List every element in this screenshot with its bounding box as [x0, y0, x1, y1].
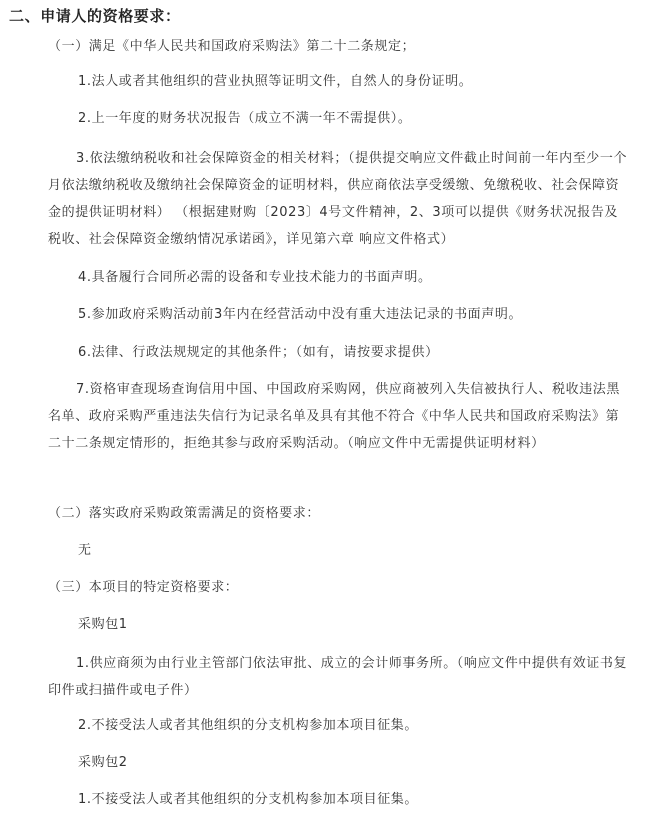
paragraph-package-1-item-1: 1.供应商须为由行业主管部门依法审批、成立的会计师事务所。（响应文件中提供有效证书复印件或扫描件或电子件） [48, 656, 628, 698]
paragraph-requirement-2: （二）落实政府采购政策需满足的资格要求： [48, 506, 321, 521]
paragraph-requirement-3: （三）本项目的特定资格要求： [48, 580, 239, 595]
paragraph-item-4: 4.具备履行合同所必需的设备和专业技术能力的书面声明。 [78, 270, 432, 285]
section-title: 二、申请人的资格要求： [9, 7, 181, 25]
paragraph-none: 无 [78, 543, 92, 558]
paragraph-item-2: 2.上一年度的财务状况报告（成立不满一年不需提供）。 [78, 111, 412, 126]
paragraph-item-5: 5.参加政府采购活动前3年内在经营活动中没有重大违法记录的书面声明。 [78, 307, 523, 322]
paragraph-requirement-1: （一）满足《中华人民共和国政府采购法》第二十二条规定； [48, 39, 416, 54]
paragraph-package-1: 采购包1 [78, 617, 128, 632]
paragraph-package-2-item-1: 1.不接受法人或者其他组织的分支机构参加本项目征集。 [78, 792, 419, 807]
paragraph-item-3: 3.依法缴纳税收和社会保障资金的相关材料；（提供提交响应文件截止时间前一年内至少一个月依法缴纳税收及缴纳社会保障资金的证明材料，供应商依法享受缓缴、免缴税收、社会保障资金的提供证明材料） （根据建财购〔2023〕4号文件精神，2、3项可以提供《财务状况报告及税收、社会保障资金缴纳情况承诺函》，详见第六章 响应文件格式） [48, 151, 628, 247]
paragraph-package-2: 采购包2 [78, 755, 128, 770]
paragraph-item-1: 1.法人或者其他组织的营业执照等证明文件，自然人的身份证明。 [78, 74, 473, 89]
paragraph-item-6: 6.法律、行政法规规定的其他条件；（如有，请按要求提供） [78, 345, 439, 360]
paragraph-item-7: 7.资格审查现场查询信用中国、中国政府采购网，供应商被列入失信被执行人、税收违法黑名单、政府采购严重违法失信行为记录名单及具有其他不符合《中华人民共和国政府采购法》第二十二条规定情形的，拒绝其参与政府采购活动。（响应文件中无需提供证明材料） [48, 382, 621, 451]
paragraph-package-1-item-2: 2.不接受法人或者其他组织的分支机构参加本项目征集。 [78, 718, 419, 733]
